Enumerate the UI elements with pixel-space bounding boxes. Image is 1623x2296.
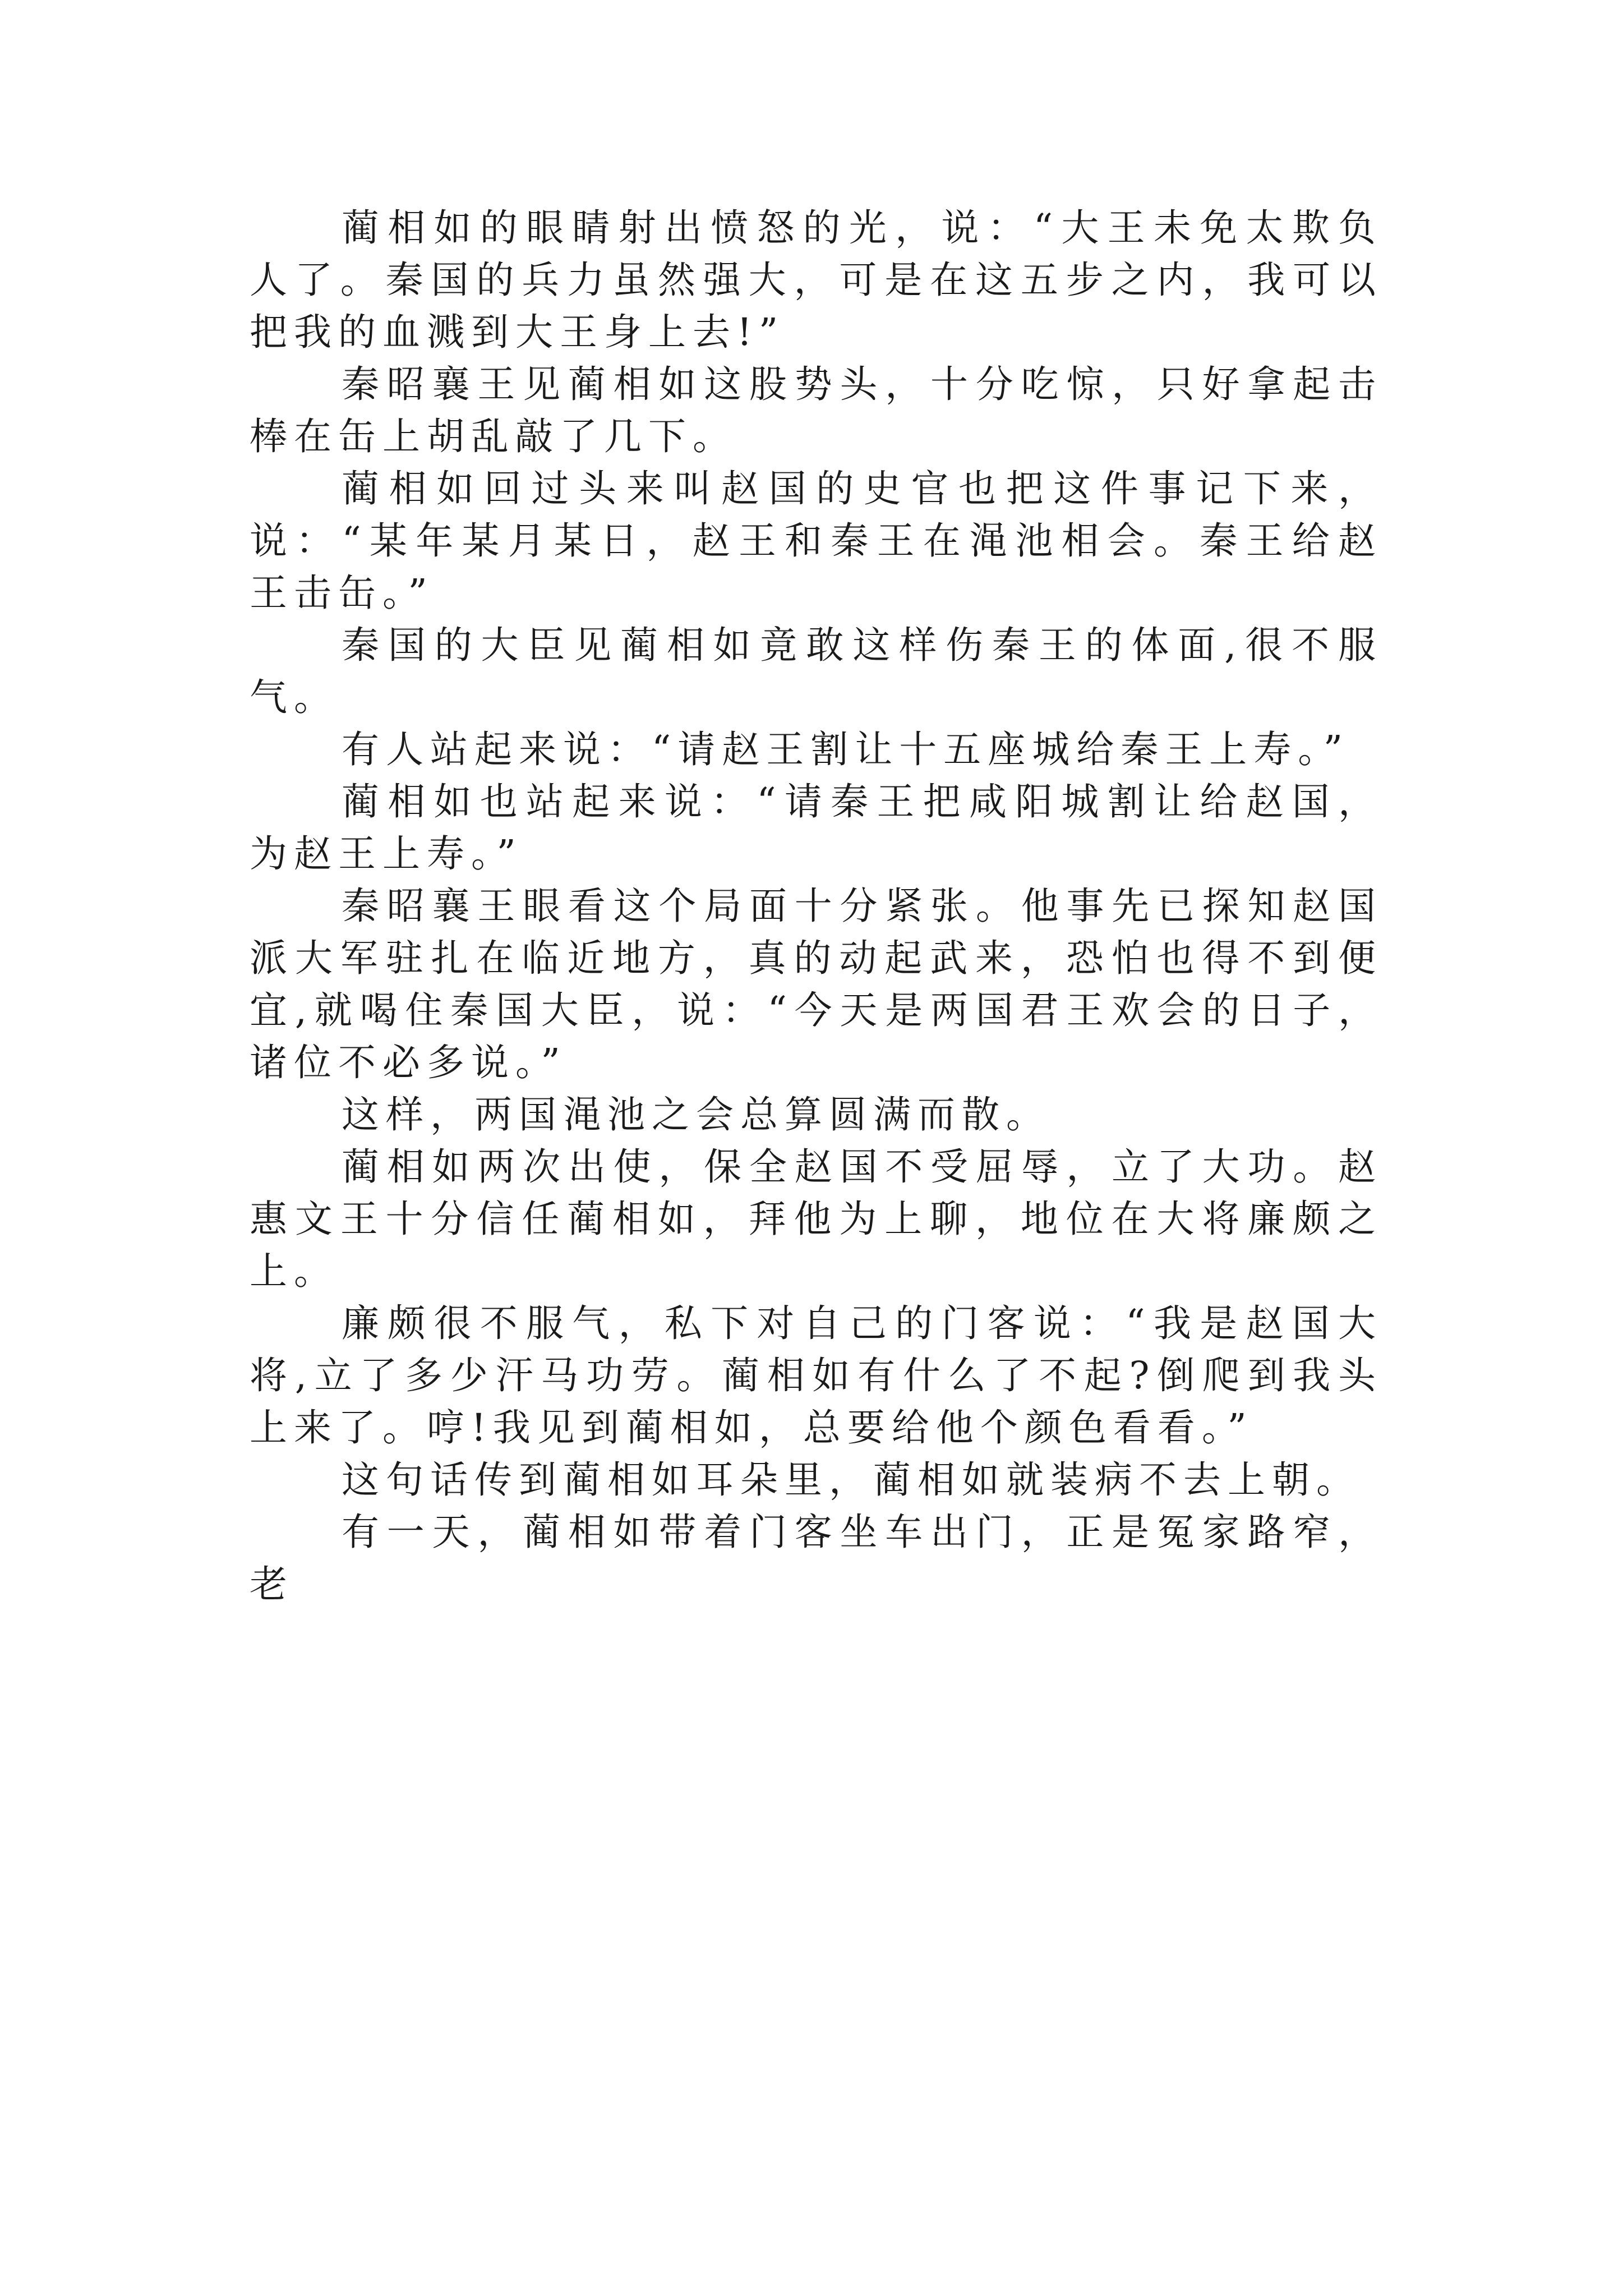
paragraph-10: 廉颇很不服气，私下对自己的门客说：“我是赵国大将,立了多少汗马功劳。蔺相如有什么了不起?倒爬到我头上来了。哼!我见到蔺相如，总要给他个颜色看看。” [250,1301,1382,1450]
document-body [250,202,1382,1611]
paragraph-7: 秦昭襄王眼看这个局面十分紧张。他事先已探知赵国派大军驻扎在临近地方，真的动起武来，恐怕也得不到便宜,就喝住秦国大臣，说：“今天是两国君王欢会的日子，诸位不必多说。” [250,884,1382,1084]
paragraph-12: 有一天，蔺相如带着门客坐车出门，正是冤家路窄，老 [250,1510,1382,1606]
paragraph-11: 这句话传到蔺相如耳朵里，蔺相如就装病不去上朝。 [342,1458,1361,1502]
paragraph-6: 蔺相如也站起来说：“请秦王把咸阳城割让给赵国，为赵王上寿。” [250,780,1382,876]
paragraph-4: 秦国的大臣见蔺相如竟敢这样伤秦王的体面,很不服气。 [250,623,1382,719]
paragraph-1: 蔺相如的眼睛射出愤怒的光，说：“大王未免太欺负人了。秦国的兵力虽然强大，可是在这五步之内，我可以把我的血溅到大王身上去!” [250,206,1382,354]
paragraph-3: 蔺相如回过头来叫赵国的史官也把这件事记下来，说：“某年某月某日，赵王和秦王在渑池相会。秦王给赵王击缶。” [250,467,1382,615]
paragraph-2: 秦昭襄王见蔺相如这股势头，十分吃惊，只好拿起击棒在缶上胡乱敲了几下。 [250,362,1382,458]
paragraph-5: 有人站起来说：“请赵王割让十五座城给秦王上寿。” [342,728,1350,771]
paragraph-8: 这样，两国渑池之会总算圆满而散。 [342,1093,1050,1137]
paragraph-9: 蔺相如两次出使，保全赵国不受屈辱，立了大功。赵惠文王十分信任蔺相如，拜他为上聊，地位在大将廉颇之上。 [250,1145,1382,1293]
